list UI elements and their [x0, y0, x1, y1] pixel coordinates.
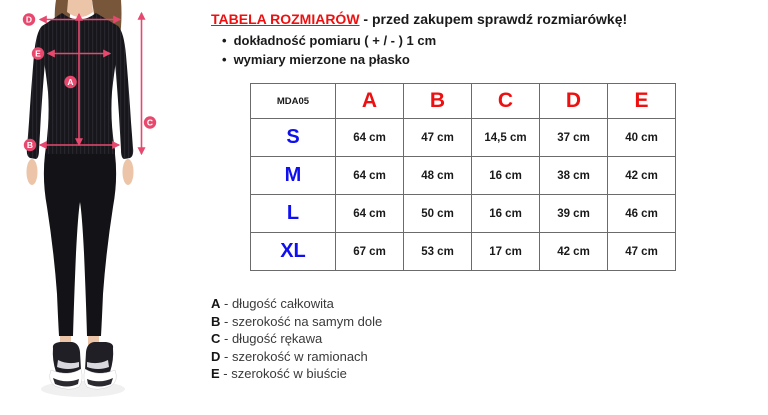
svg-text:B: B	[26, 140, 34, 150]
sneaker-left	[50, 342, 82, 389]
model-silhouette	[0, 0, 190, 415]
value-cell: 42 cm	[608, 157, 676, 195]
title-rest: - przed zakupem sprawdź rozmiarówkę!	[363, 11, 628, 27]
legend-item-e: E - szerokość w biuście	[211, 366, 347, 381]
size-cell-l: L	[251, 195, 336, 233]
table-row	[251, 157, 676, 195]
note-item: • wymiary mierzone na płasko	[222, 50, 436, 69]
svg-text:D: D	[25, 14, 33, 25]
hand-right	[123, 159, 134, 185]
value-cell: 37 cm	[540, 119, 608, 157]
sneaker-right	[84, 342, 116, 389]
leggings	[44, 154, 116, 336]
value-cell: 47 cm	[608, 233, 676, 271]
value-cell: 47 cm	[404, 119, 472, 157]
table-row	[251, 119, 676, 157]
hand-left	[27, 159, 38, 185]
table-row	[251, 195, 676, 233]
size-table	[250, 83, 676, 271]
size-cell-xl: XL	[251, 233, 336, 271]
svg-text:C: C	[146, 117, 154, 128]
value-cell: 14,5 cm	[472, 119, 540, 157]
column-header-c: C	[472, 84, 540, 119]
legend-item-b: B - szerokość na samym dole	[211, 313, 383, 329]
note-item: • dokładność pomiaru ( + / - ) 1 cm	[222, 31, 436, 50]
value-cell: 17 cm	[472, 233, 540, 271]
value-cell: 40 cm	[608, 119, 676, 157]
value-cell: 53 cm	[404, 233, 472, 271]
measurement-marker-a	[64, 76, 76, 88]
value-cell: 46 cm	[608, 195, 676, 233]
value-cell: 50 cm	[404, 195, 472, 233]
measurement-marker-e	[32, 47, 44, 59]
page-title	[211, 11, 627, 27]
svg-text:A: A	[67, 77, 74, 87]
neck	[67, 0, 93, 17]
title-highlight: TABELA ROZMIARÓW	[211, 11, 360, 27]
value-cell: 64 cm	[336, 157, 404, 195]
value-cell: 42 cm	[540, 233, 608, 271]
size-cell-s: S	[251, 119, 336, 157]
measurement-marker-c	[144, 116, 156, 128]
product-code-cell: MDA05	[251, 84, 336, 119]
column-header-b: B	[404, 84, 472, 119]
column-header-d: D	[540, 84, 608, 119]
column-header-e: E	[608, 84, 676, 119]
legend-item-a: A - długość całkowita	[211, 296, 334, 311]
value-cell: 16 cm	[472, 157, 540, 195]
column-header-a: A	[336, 84, 404, 119]
table-header-row	[251, 84, 676, 119]
legend-item-d: D - szerokość w ramionach	[211, 348, 368, 364]
legend-item-c: C - długość rękawa	[211, 331, 323, 346]
sweater-torso	[41, 13, 120, 154]
value-cell: 64 cm	[336, 195, 404, 233]
measurement-marker-d	[23, 13, 35, 25]
value-cell: 67 cm	[336, 233, 404, 271]
value-cell: 48 cm	[404, 157, 472, 195]
sweater-sleeve-right	[115, 26, 133, 159]
value-cell: 38 cm	[540, 157, 608, 195]
value-cell: 39 cm	[540, 195, 608, 233]
table-row	[251, 233, 676, 271]
notes-list	[222, 31, 436, 69]
measurement-legend	[211, 295, 382, 383]
model-photo	[0, 0, 190, 415]
size-cell-m: M	[251, 157, 336, 195]
measurement-marker-b	[24, 139, 36, 151]
value-cell: 64 cm	[336, 119, 404, 157]
value-cell: 16 cm	[472, 195, 540, 233]
svg-text:E: E	[35, 48, 41, 59]
